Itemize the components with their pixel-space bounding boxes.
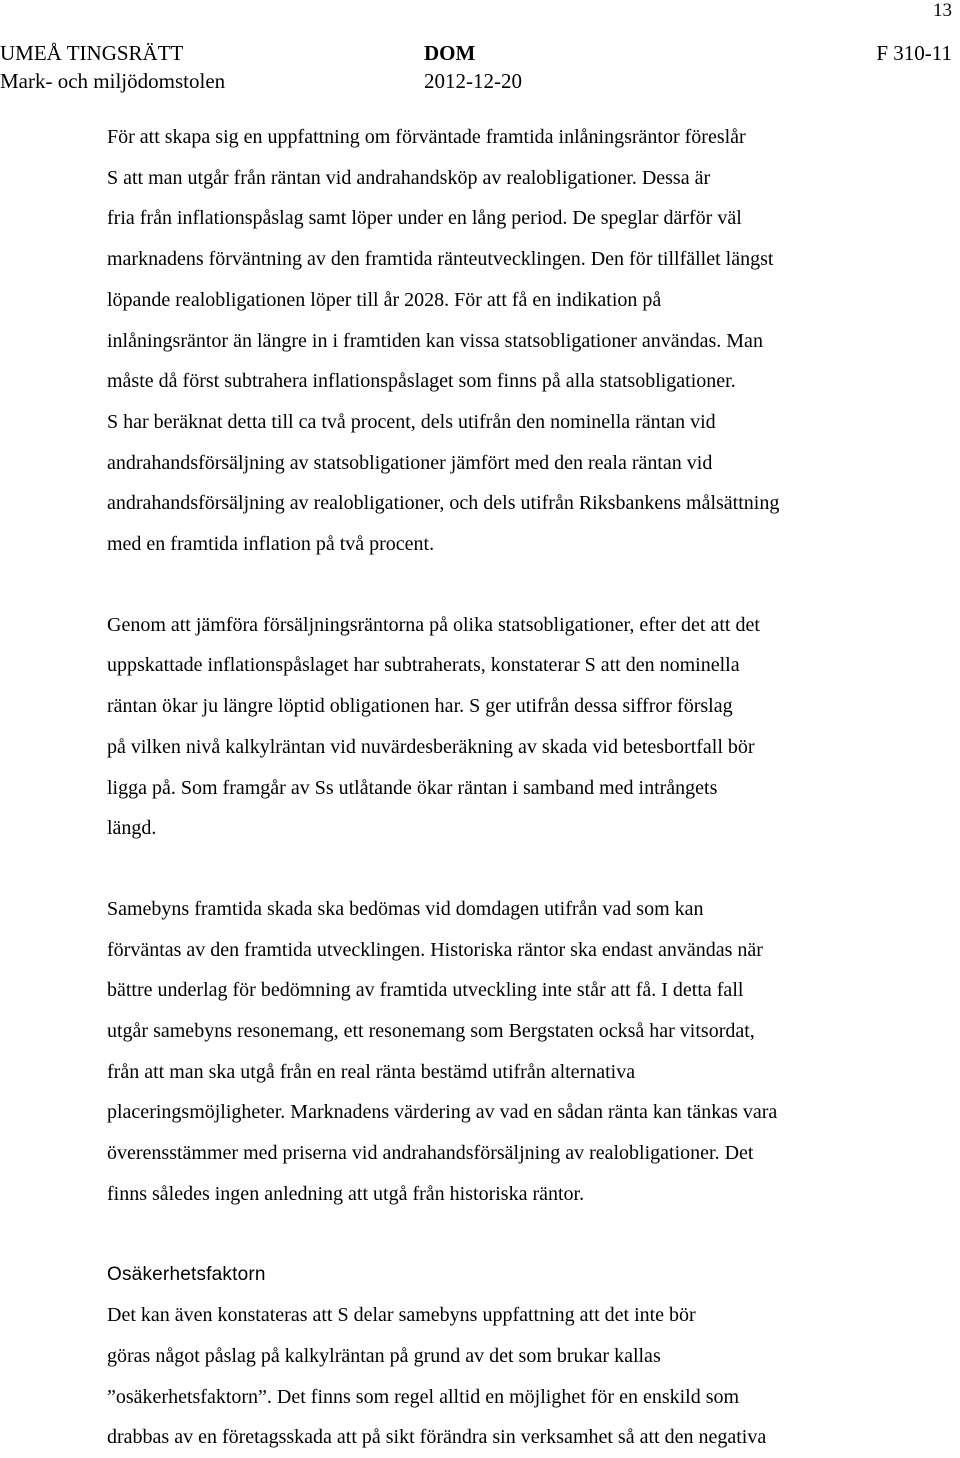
paragraph-spacer bbox=[107, 849, 907, 889]
text-line: ligga på. Som framgår av Ss utlåtande ökar räntan i samband med intrångets bbox=[107, 776, 718, 799]
text-line: löpande realobligationen löper till år 2028. För att få en indikation på bbox=[107, 288, 662, 311]
page-number: 13 bbox=[933, 0, 952, 21]
text-line: andrahandsförsäljning av statsobligationer jämfört med den reala räntan vid bbox=[107, 451, 713, 474]
paragraph-spacer bbox=[107, 565, 907, 605]
text-line: inlåningsräntor än längre in i framtiden kan vissa statsobligationer användas. Man bbox=[107, 329, 763, 352]
text-line: överensstämmer med priserna vid andrahandsförsäljning av realobligationer. Det bbox=[107, 1142, 754, 1165]
text-line: utgår samebyns resonemang, ett resonemang som Bergstaten också har vitsordat, bbox=[107, 1020, 755, 1043]
document-body bbox=[107, 117, 907, 1458]
paragraph-1 bbox=[107, 117, 907, 565]
text-line: Genom att jämföra försäljningsräntorna på olika statsobligationer, efter det att det bbox=[107, 613, 760, 636]
court-name: UMEÅ TINGSRÄTT bbox=[0, 41, 184, 65]
document-type: DOM bbox=[424, 41, 476, 65]
text-line: uppskattade inflationspåslaget har subtraherats, konstaterar S att den nominella bbox=[107, 654, 740, 677]
paragraph-spacer bbox=[107, 1215, 907, 1255]
section-heading: Osäkerhetsfaktorn bbox=[107, 1263, 266, 1285]
paragraph-3 bbox=[107, 889, 907, 1215]
text-line: förväntas av den framtida utvecklingen. Historiska räntor ska endast användas när bbox=[107, 938, 763, 961]
text-line: placeringsmöjligheter. Marknadens värdering av vad en sådan ränta kan tänkas vara bbox=[107, 1101, 778, 1124]
text-line: på vilken nivå kalkylräntan vid nuvärdesberäkning av skada vid betesbortfall bör bbox=[107, 735, 755, 758]
text-line: bättre underlag för bedömning av framtida utveckling inte står att få. I detta fall bbox=[107, 979, 744, 1002]
section-paragraph bbox=[107, 1295, 907, 1458]
paragraph-2 bbox=[107, 605, 907, 849]
text-line: göras något påslag på kalkylräntan på grund av det som brukar kallas bbox=[107, 1344, 661, 1367]
text-line: drabbas av en företagsskada att på sikt förändra sin verksamhet så att den negativa bbox=[107, 1426, 767, 1449]
text-line: marknadens förväntning av den framtida ränteutvecklingen. Den för tillfället längst bbox=[107, 248, 774, 271]
case-number: F 310-11 bbox=[876, 41, 952, 65]
text-line: För att skapa sig en uppfattning om förväntade framtida inlåningsräntor föreslår bbox=[107, 126, 746, 148]
document-date: 2012-12-20 bbox=[424, 69, 522, 93]
text-line: längd. bbox=[107, 817, 157, 840]
text-line: fria från inflationspåslag samt löper under en lång period. De speglar därför väl bbox=[107, 207, 742, 230]
text-line: Samebyns framtida skada ska bedömas vid domdagen utifrån vad som kan bbox=[107, 897, 704, 920]
text-line: måste då först subtrahera inflationspåslaget som finns på alla statsobligationer. bbox=[107, 370, 736, 393]
text-line: andrahandsförsäljning av realobligationer, och dels utifrån Riksbankens målsättning bbox=[107, 492, 780, 515]
text-line: Det kan även konstateras att S delar samebyns uppfattning att det inte bör bbox=[107, 1304, 696, 1327]
text-line: ”osäkerhetsfaktorn”. Det finns som regel alltid en möjlighet för en enskild som bbox=[107, 1385, 740, 1408]
text-line: S att man utgår från räntan vid andrahandsköp av realobligationer. Dessa är bbox=[107, 166, 711, 189]
text-line: räntan ökar ju längre löptid obligationen har. S ger utifrån dessa siffror förslag bbox=[107, 695, 733, 718]
text-line: finns således ingen anledning att utgå från historiska räntor. bbox=[107, 1182, 585, 1205]
text-line: med en framtida inflation på två procent. bbox=[107, 533, 435, 556]
text-line: från att man ska utgå från en real ränta bestämd utifrån alternativa bbox=[107, 1060, 636, 1083]
text-line: S har beräknat detta till ca två procent, dels utifrån den nominella räntan vid bbox=[107, 410, 716, 433]
department-name: Mark- och miljödomstolen bbox=[0, 69, 226, 93]
